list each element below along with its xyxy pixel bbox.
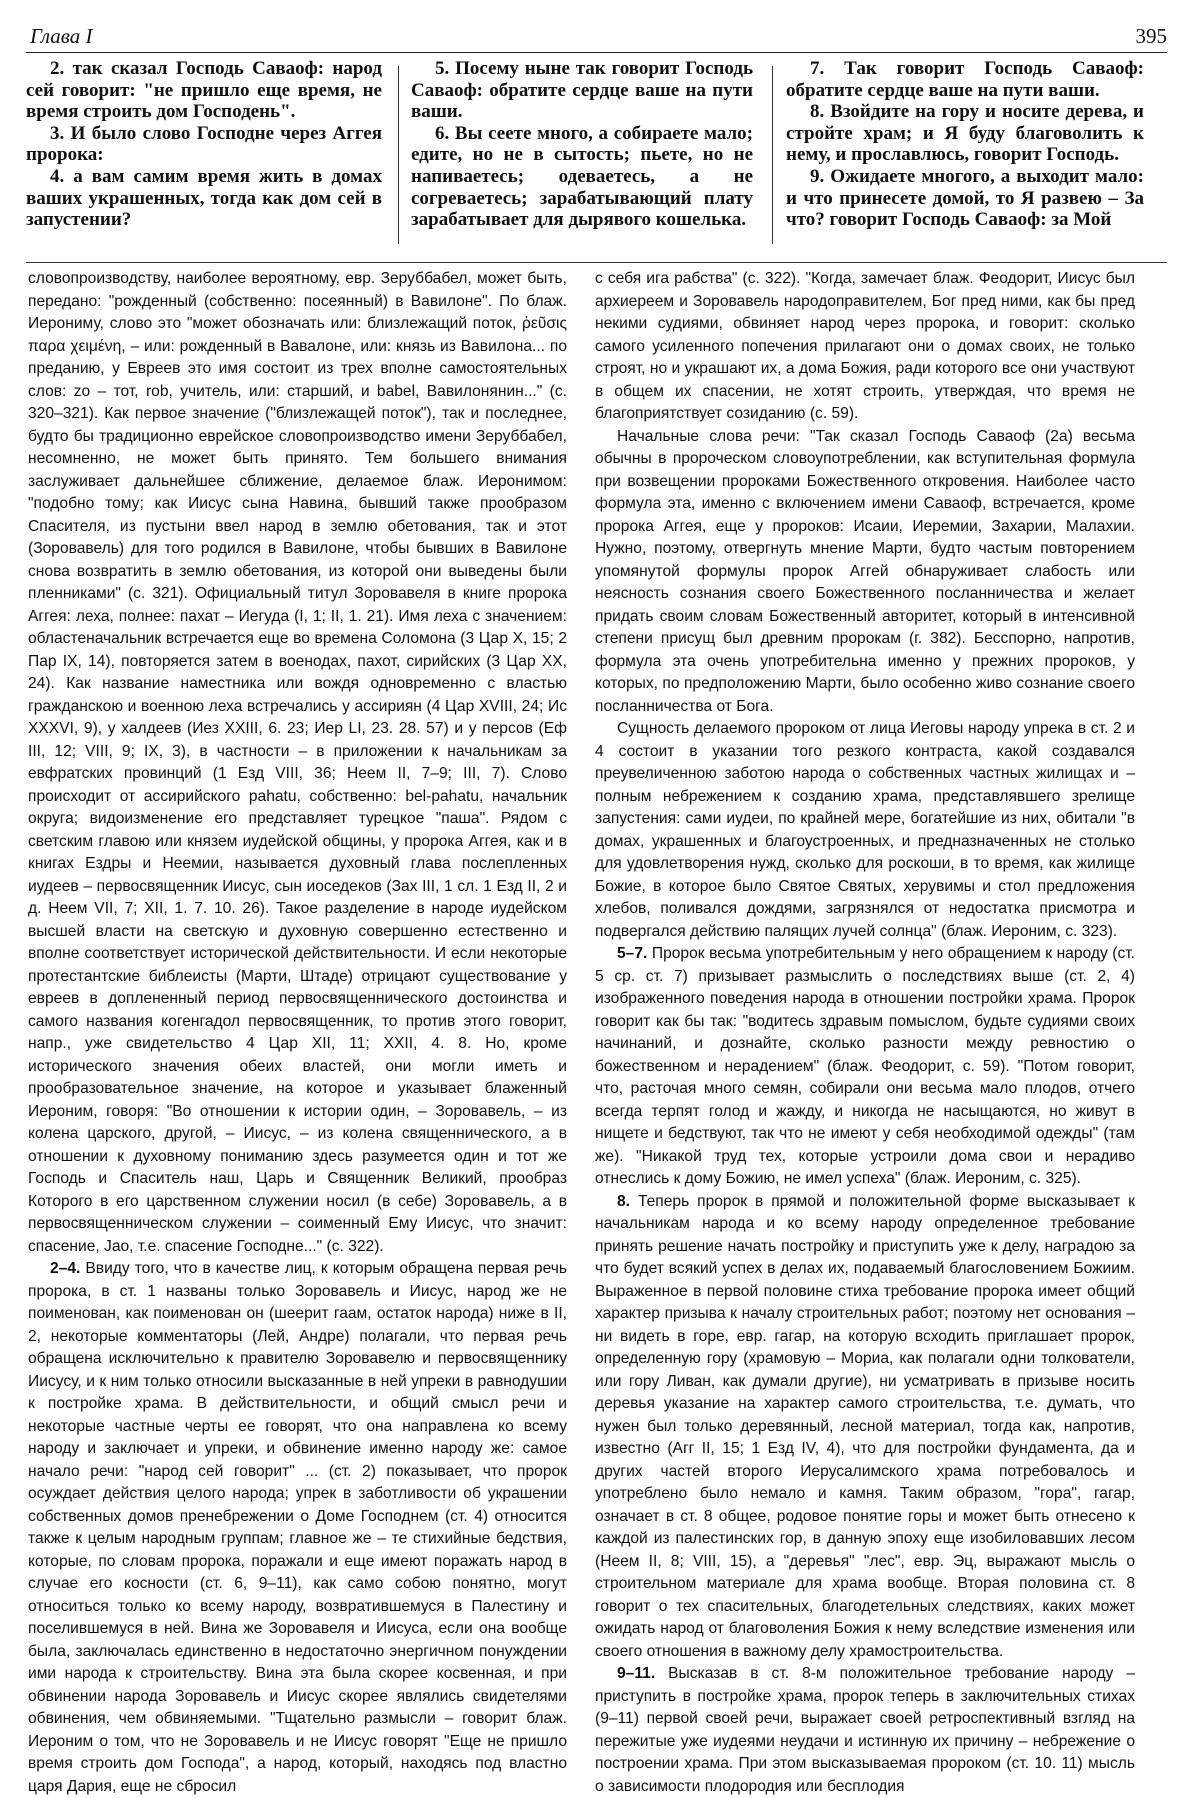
scripture-verse: 4. а вам самим время жить в домах ваших украшенных, тогда как дом сей в запустении? xyxy=(26,165,382,231)
paragraph-text: словопроизводству, наиболее вероятному, евр. Зеруббабел, может быть, передано: "рожденный (собственно: посеянный) в Вавилоне". По блаж. Иерониму, слово это "может обозначать или: близлежащий поток, ῥεῦσις παρα χειμένη, – или: рожденный в Вавалоне, или: князь из Вавилона... по преданию, у Евреев это имя состоит из трех вполне самостоятельных слов: zo – тот, rob, учитель, или: старший, и babel, Вавилонянин..." (с. 320–321). Как первое значение ("близлежащей поток"), так и последнее, будто бы традиционно еврейское словопроизводство имени Зеруббабел, несомненно, не может быть принято. Тем большего внимания заслуживает дальнейшее сближение, делаемое блаж. Иеронимом: "подобно тому; как Иисус сына Навина, бывший также прообразом Спасителя, из пустыни ввел народ в землю обетования, так и этот (Зоровавель) для того родился в Вавилоне, чтобы бывших в Вавилоне снова возвратить в землю обетования, из которой они выведены были пленниками" (с. 321). Официальный титул Зоровавеля в книге пророка Аггея: леха, полнее: пахат – Иегуда (I, 1; II, 1. 21). Имя леха с значением: областеначальник встречается еще во времена Соломона (3 Цар X, 15; 2 Пар IX, 14), повторяется затем в военодах, пахот, сирийских (3 Цар XX, 24). Как название наместника или вождя одновременно с властью гражданскою и военною леха встречались у ассириян (4 Цар XVIII, 24; Ис XXXVI, 9), у халдеев (Иез XXIII, 6. 23; Иер LI, 23. 28. 57) и у персов (Еф III, 12; VIII, 9; IX, 3), в частности – в приложении к начальникам за евфратских провинций (1 Езд VIII, 36; Неем II, 7–9; III, 7). Слово происходит от ассирийского pahatu, собственно: bel-pahatu, начальник округа; видоизменение его представляет турецкое "паша". Рядом с светским главою или князем иудейской общины, у пророка Аггея, как и в книгах Ездры и Неемии, называется духовный глава послепленных иудеев – первосвященник Иисус, сын иоседеков (Зах III, 1 сл. 1 Езд II, 2 и д. Неем VII, 7; XII, 1. 7. 10. 26). Такое разделение в народе иудейском высшей власти на светскую и духовную совершенно естественно и вполне соответствует исторической действительности. И если некоторые протестантские библеисты (Марти, Штаде) отрицают существование у евреев в доплененный период первосвященнического достоинства и самого названия когенгадол первосвященник, то против этого говорит, напр., уже свидетельство 4 Цар XII, 11; XXII, 4. 8. Но, кроме исторического значения обеих властей, они могли иметь и прообразовательное значение, на которое и указывает блаженный Иероним, говоря: "Во отношении к истории один, – Зоровавель, – из колена царского, другой, – Иисус, – из колена священнического, а в отношении к духовному пониманию здесь разумеется один и тот же Господь и Спаситель наш, Царь и Священник Великий, прообраз Которого в его царственном служении носил (в себе) Зоровавель, а в первосвященническом служении – соименный Ему Иисус, что значит: спасение, Jao, т.е. спасение Господне..." (с. 322). xyxy=(28,270,567,1255)
scripture-verse: 8. Взойдите на гору и носите дерева, и стройте храм; и Я буду благоволить к нему, и прославлюсь, говорит Господь. xyxy=(786,101,1144,166)
paragraph-text: с себя ига рабства" (с. 322). "Когда, замечает блаж. Феодорит, Иисус был архиереем и Зоровавель народоправителем, Бог пред ними, как бы пред некими судиями, обвиняет народ через пророка, и говорит: сколько самого усиленного попечения прилагают они о домах своих, не только строят, но и украшают их, а дома Божия, ради которого все они участвуют в общем их спасении, не хотят строить, утверждая, что время не благоприятствует созиданию (с. 59). xyxy=(595,270,1135,422)
paragraph-text: Начальные слова речи: "Так сказал Господь Саваоф (2а) весьма обычны в пророческом словоупотреблении, как вступительная формула при возвещении пророками Божественного откровения. Наиболее часто формула эта, именно с включением имени Саваоф, встречается, кроме пророка Аггея, еще у пророков: Исаии, Иеремии, Захарии, Малахии. Нужно, поэтому, отвергнуть мнение Марти, будто частым повторением упомянутой формулы пророк Аггей обнаруживает слабость или неясность сознания своего Божественного посланничества и желает придать своим словам Божественный авторитет, который в интенсивной степени присущ был древним пророкам (г. 382). Бесспорно, напротив, формула эта очень употребительна именно у прежних пророков, у которых, по предположению Марти, было особенно живо сознание своего посланничества от Бога. xyxy=(595,427,1135,715)
scripture-verse: 9. Ожидаете многого, а выходит мало: и что принесете домой, то Я развею – За что? говорит Господь Саваоф: за Мой xyxy=(786,165,1144,231)
running-head xyxy=(26,18,1167,52)
verse-number: 5–7. xyxy=(617,945,648,962)
verse-number: 8. xyxy=(617,1192,631,1210)
commentary-column-left xyxy=(28,268,568,1795)
scripture-verse: 2. так сказал Господь Саваоф: народ сей говорит: "не пришло еще время, не время строить дом Господень". xyxy=(26,58,382,123)
commentary-paragraph xyxy=(28,268,567,1258)
commentary-paragraph xyxy=(595,1663,1135,1798)
scripture-column-2 xyxy=(411,58,753,248)
commentary-paragraph xyxy=(595,943,1135,1191)
scripture-column-1 xyxy=(26,58,382,248)
column-divider xyxy=(398,66,399,244)
page-number: 395 xyxy=(1135,24,1167,48)
scripture-column-3 xyxy=(786,58,1144,248)
paragraph-text: Ввиду того, что в качестве лиц, к которым обращена первая речь пророка, в ст. 1 названы только Зоровавель и Иисус, народ же не поименован, как поименован он (шеерит гаам, остаток народа) ниже в II, 2, некоторые комментаторы (Лей, Андре) полагали, что первая речь обращена исключительно к правителю Зоровавелю и первосвященнику Иисусу, и к ним только относили высказанные в ней упреки в равнодушии к постройке храма. В действительности, и общий смысл речи и некоторые частные черты ее говорят, что она направлена ко всему народу и заключает и упреки, и обвинение именно народу же: самое начало речи: "народ сей говорит" ... (ст. 2) показывает, что пророк осуждает действия целого народа; упрек в заботливости об украшении собственных домов пренебрежении о Доме Господнем (ст. 4) относится также к целым народным группам; главное же – те стихийные бедствия, которые, по словам пророка, поражали и еще имеют поражать народ в случае его косности (ст. 6, 9–11), как само собою понятно, могут относиться только ко всему народу, возвратившемуся в Палестину и поселившемуся в ней. Вина же Зоровавеля и Иисуса, если она вообще была, заключалась единственно в недостаточно энергичном понуждении ими народа к строительству. Вина эта была скорее косвенная, и при обвинении народа Зоровавель и Иисус скорее являлись свидетелями обвинения, чем обвиняемыми. "Тщательно размысли – говорит блаж. Иероним о том, что не Зоровавель и не Иисус говорят "Еще не пришло время строить дом Господа", а народ, который, находясь под властно царя Дария, еще не сбросил xyxy=(28,1260,568,1795)
commentary-paragraph xyxy=(595,426,1135,719)
scripture-commentary-rule xyxy=(26,262,1167,263)
scripture-verse: 3. И было слово Господне через Аггея пророка: xyxy=(26,122,382,166)
paragraph-text: Теперь пророк в прямой и положительной форме высказывает к начальникам народа и ко всему народу определенное требование принять решение начать постройку и приступить уже к делу, наградою за что будет всякий успех в делах их, подаваемый благословением Божиим. Выраженное в первой половине стиха требование пророка имеет общий характер призыва к началу строительных работ; поэтому нет основания – ни видеть в горе, евр. гагар, на которую всходить приглашает пророк, определенную гору (храмовую – Мориа, как полагали одни толкователи, или гору Ливан, как думали другие), ни усматривать в призыве носить деревья указание на характер самого строительства, т.е. думать, что нужен был только деревянный, лесной материал, тогда как, напротив, известно (Агг II, 15; 1 Езд IV, 4), что для постройки фундамента, да и других частей второго Иерусалимского храма потребовалось и употреблено было немало и камня. Таким образом, "гора", гагар, означает в ст. 8 общее, родовое понятие горы и может быть отнесено к каждой из палестинских гор, в данную эпоху еще изобиловавших лесом (Неем II, 8; VIII, 15), а "деревья" "лес", евр. Эц, выражают мысль о строительном материале для храма вообще. Вторая половина ст. 8 говорит о тех спасительных, благодетельных следствиях, каких может ожидать народ от благоволения Божия к нему вследствие изменения или своего отношения в важному делу храмостроительства. xyxy=(595,1192,1135,1660)
commentary-paragraph xyxy=(595,718,1135,943)
commentary-paragraph xyxy=(595,1191,1135,1664)
scripture-verse: 5. Посему ныне так говорит Господь Саваоф: обратите сердце ваше на пути ваши. xyxy=(411,58,753,123)
verse-number: 2–4. xyxy=(50,1260,81,1277)
verse-number: 9–11. xyxy=(617,1665,656,1682)
header-rule xyxy=(26,52,1167,53)
paragraph-text: Высказав в ст. 8-м положительное требование народу – приступить в постройке храма, пророк теперь в заключительных стихах (9–11) первой своей речи, выражает своей ретроспективный взгляд на пережитые уже иудеями неудачи и истинную их причину – небрежение о построении храма. При этом высказываемая пророком (ст. 10. 11) мысль о зависимости плодородия или бесплодия xyxy=(595,1665,1135,1795)
column-divider xyxy=(772,66,773,244)
commentary-paragraph xyxy=(28,1258,567,1798)
paragraph-text: Сущность делаемого пророком от лица Иеговы народу упрека в ст. 2 и 4 состоит в указании того резкого контраста, какой создавался преувеличенною заботою народа о собственных частных жилищах и – полным небрежением к созданию храма, представлявшего зрелище запустения: сами иудеи, по крайней мере, богатейшие из них, обитали "в домах, украшенных и благоустроенных, и предназначенных не столько для удовлетворения нужд, сколько для роскоши, в то время, как жилище Божие, в которое было Святое Святых, херувимы и стол предложения хлебов, поливался дождями, загрязнялся от недостатка присмотра и подвергался действию палящих лучей солнца" (блаж. Иероним, с. 323). xyxy=(595,720,1135,940)
commentary-paragraph xyxy=(595,268,1135,426)
scripture-verse: 6. Вы сеете много, а собираете мало; едите, но не в сытость; пьете, но не напиваетесь; одеваетесь, а не согреваетесь; зарабатывающий плату зарабатывает для дырявого кошелька. xyxy=(411,122,753,231)
scripture-block xyxy=(26,58,1167,258)
paragraph-text: Пророк весьма употребительным у него обращением к народу (ст. 5 ср. ст. 7) призывает размыслить о последствиях выше (ст. 2, 4) изображенного поведения народа в отношении постройки храма. Пророк говорит как бы так: "водитесь здравым помыслом, будьте судиями своих начинаний, и дознайте, сколько разности между ревностию о божественном и нерадением" (блаж. Феодорит, с. 59). "Потом говорит, что, расточая много семян, собирали они весьма мало плодов, отчего всегда терпят голод и жажду, и никогда не насыщаются, но живут в нищете и бедствуют, так что не имеют у себя необходимой одежды" (там же). "Никакой труд тех, которые устроили дома свои и нерадиво отнеслись к дому Божию, не имел успеха" (блаж. Иероним, с. 325). xyxy=(595,945,1135,1187)
scripture-verse: 7. Так говорит Господь Саваоф: обратите сердце ваше на пути ваши. xyxy=(786,58,1144,101)
chapter-title: Глава I xyxy=(30,24,93,48)
commentary-column-right xyxy=(595,268,1135,1795)
